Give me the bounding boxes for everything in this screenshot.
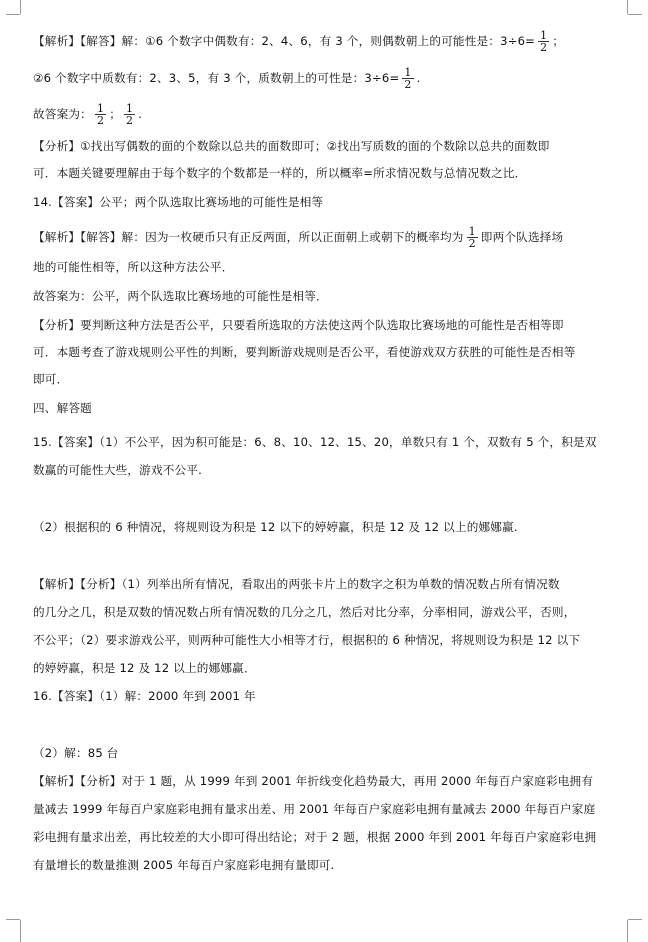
line-text: （2）根据积的 6 种情况，将规则设为积是 12 以下的婷婷赢，积是 12 及 12 以上的娜娜赢. [33, 520, 518, 534]
line-text: 故答案为：公平，两个队选取比赛场地的可能性是相等． [33, 289, 328, 303]
line-text: 量减去 1999 年每百户家庭彩电拥有量求出差、用 2001 年每百户家庭彩电拥有量减去 2000 年每百户家庭 [33, 802, 596, 816]
text-line [33, 288, 328, 304]
text-line [33, 344, 576, 360]
line-text-end: . [138, 107, 143, 121]
line-text: 故答案为： [33, 107, 92, 121]
line-text: 地的可能性相等，所以这种方法公平． [33, 260, 234, 274]
line-text: 可．本题考查了游戏规则公平性的判断，要判断游戏规则是否公平，看使游戏双方获胜的可能性是否相等 [33, 345, 576, 359]
text-line [33, 604, 576, 620]
line-text: （2）解：85 台 [33, 746, 119, 760]
line-text: 的婷婷赢，积是 12 及 12 以上的娜娜赢． [33, 661, 256, 675]
text-line [33, 103, 142, 126]
text-line [33, 67, 420, 90]
crop-mark-top-left [20, 0, 21, 14]
text-line [33, 829, 596, 845]
text-line [33, 632, 580, 648]
text-line [33, 576, 560, 592]
section-heading [33, 400, 92, 416]
text-line [33, 688, 256, 704]
fraction-denominator: 2 [468, 237, 476, 250]
text-line [33, 801, 595, 817]
line-text: 【解析】【分析】（1）列举出所有情况，看取出的两张卡片上的数字之积为单数的情况数占所有情况数 [33, 577, 560, 591]
text-line [33, 371, 68, 387]
fraction-numerator: 1 [404, 66, 412, 79]
line-text: 不公平；（2）要求游戏公平，则两种可能性大小相等才行，根据积的 6 种情况，将规则设为积是 12 以下 [33, 633, 581, 647]
fraction-denominator: 2 [96, 114, 105, 127]
fraction-numerator: 1 [96, 102, 105, 115]
fraction-numerator: 1 [125, 102, 134, 115]
line-text: 彩电拥有量求出差，再比较差的大小即可得出结论；对于 2 题，根据 2000 年到 2001 年每百户家庭彩电拥 [33, 830, 597, 844]
line-text: 15.【答案】（1）不公平，因为积可能是：6、8、10、12、15、20，单数只有 1 个，双数有 5 个，积是双 [33, 435, 597, 449]
line-text: 有量增长的数量推测 2005 年每百户家庭彩电拥有量即可. [33, 858, 335, 872]
text-line [33, 226, 563, 249]
fraction-denominator: 2 [404, 78, 412, 91]
crop-mark-top-right [627, 0, 628, 14]
line-text: 可．本题关键要理解由于每个数字的个数都是一样的，所以概率=所求情况数与总情况数之比． [33, 166, 527, 180]
line-text: 【解析】【解答】解：①6 个数字中偶数有：2、4、6，有 3 个，则偶数朝上的可能性是：3÷6= [33, 34, 536, 48]
text-line [33, 194, 323, 210]
crop-mark-bottom-right [628, 919, 642, 920]
fraction-numerator: 1 [468, 225, 476, 238]
line-text: 【分析】要判断这种方法是否公平，只要看所选取的方法使这两个队选取比赛场地的可能性是否相等即 [33, 318, 564, 332]
line-text-mid: ； [109, 107, 121, 121]
fraction [124, 103, 135, 126]
text-line [33, 773, 593, 789]
text-line [33, 434, 597, 450]
text-line [33, 462, 202, 478]
line-text: 【解析】【解答】解：因为一枚硬币只有正反两面，所以正面朝上或朝下的概率均为 [33, 230, 464, 244]
line-text: 数赢的可能性大些，游戏不公平. [33, 463, 202, 477]
crop-mark-bottom-left [20, 920, 21, 942]
line-text: 14.【答案】公平；两个队选取比赛场地的可能性是相等 [33, 195, 324, 209]
text-line [33, 660, 256, 676]
fraction [538, 30, 549, 53]
crop-mark-top-right [628, 14, 642, 15]
line-text-end: . [416, 71, 421, 85]
fraction-denominator: 2 [125, 114, 134, 127]
text-line [33, 259, 234, 275]
text-line [33, 745, 119, 761]
line-text: 【分析】①找出写偶数的面的个数除以总共的面数即可；②找出写质数的面的个数除以总共的面数即 [33, 139, 550, 153]
crop-mark-top-left [6, 14, 20, 15]
line-text: 【解析】【分析】对于 1 题，从 1999 年到 2001 年折线变化趋势最大，再用 2000 年每百户家庭彩电拥有 [33, 774, 594, 788]
fraction-numerator: 1 [540, 29, 548, 42]
text-line [33, 165, 526, 181]
heading-text: 四、解答题 [33, 401, 92, 415]
line-text: 16.【答案】（1）解：2000 年到 2001 年 [33, 689, 256, 703]
text-line [33, 317, 564, 333]
fraction [95, 103, 106, 126]
text-line [33, 857, 334, 873]
crop-mark-bottom-right [627, 920, 628, 942]
fraction [402, 67, 413, 90]
line-text-end: ； [552, 34, 565, 48]
text-line [33, 138, 550, 154]
line-text: 的几分之几，积是双数的情况数占所有情况数的几分之几，然后对比分率，分率相同，游戏公平，否则， [33, 605, 576, 619]
text-line [33, 519, 518, 535]
crop-mark-bottom-left [6, 919, 20, 920]
fraction-denominator: 2 [540, 41, 548, 54]
line-text: 即可． [33, 372, 69, 386]
text-line [33, 30, 564, 53]
line-text-end: 即两个队选择场 [480, 230, 564, 244]
line-text: ②6 个数字中质数有：2、3、5，有 3 个，质数朝上的可性是：3÷6= [33, 71, 400, 85]
fraction [467, 226, 478, 249]
